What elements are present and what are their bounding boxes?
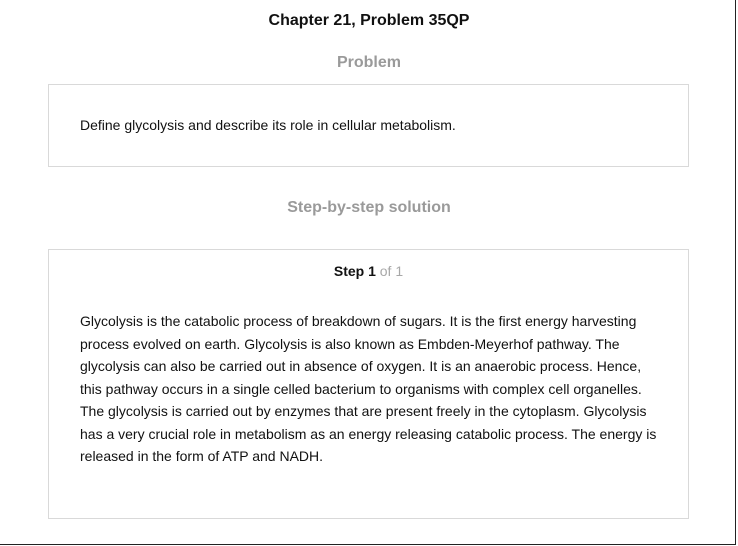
problem-card — [48, 84, 689, 167]
step-count: of 1 — [379, 263, 404, 279]
page-title: Chapter 21, Problem 35QP — [268, 12, 470, 29]
step-body-text: Glycolysis is the catabolic process of breakdown of sugars. It is the first energy harvesting process evolved on earth. Glycolysis is also known as Embden-Meyerhof pathway. The glycolysis can also be carried out in absence of oxygen. It is an anaerobic process. Hence, this pathway occurs in a single celled bacterium to organisms with complex cell organelles. The glycolysis is carried out by enzymes that are present freely in the cytoplasm. Glycolysis has a very crucial role in metabolism as an energy releasing catabolic process. The energy is released in the form of ATP and NADH. — [80, 313, 657, 464]
step-header — [49, 263, 688, 279]
solution-heading: Step-by-step solution — [287, 199, 451, 216]
problem-text: Define glycolysis and describe its role in cellular metabolism. — [80, 117, 456, 133]
problem-heading: Problem — [336, 54, 401, 71]
step-label: Step 1 — [333, 263, 376, 279]
solution-card — [48, 249, 689, 519]
